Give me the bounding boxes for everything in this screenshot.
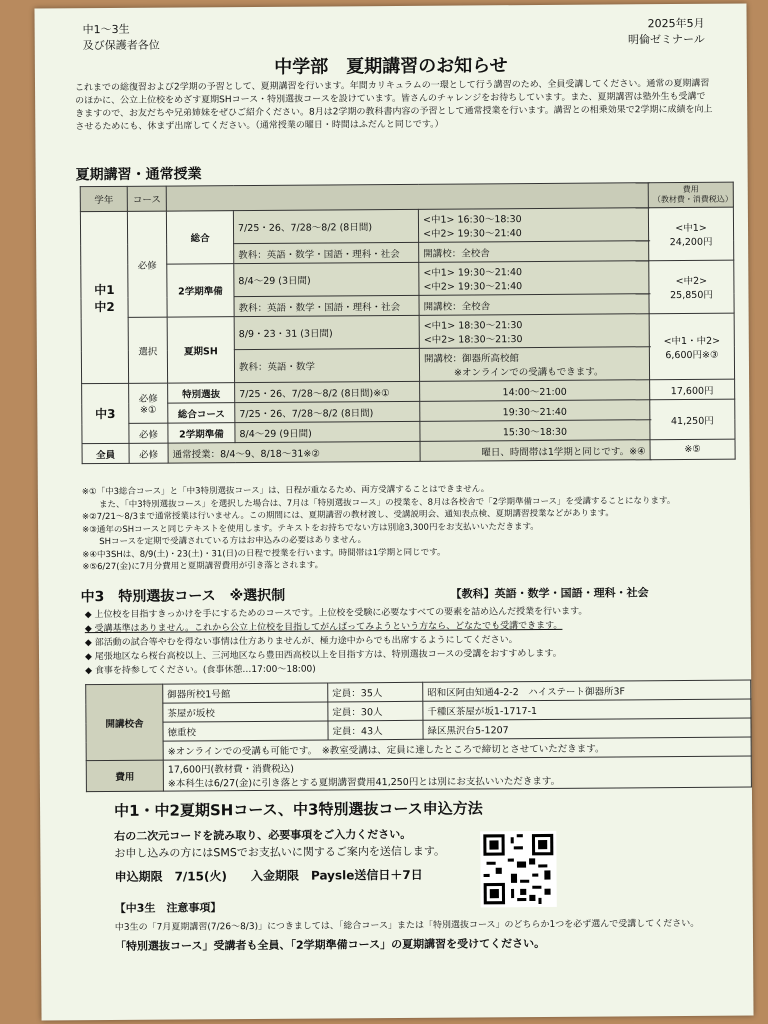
course-2nd-term: 2学期準備 [167,264,234,317]
section-heading: 中3 特別選抜コース ※選択制 [80,587,286,606]
fee-cell: <中1・中2> 6,600円※③ [649,313,734,380]
date-cell: 8/4～29 (9日間) [235,421,420,442]
course-sougou-3: 総合コース [168,403,235,423]
required: 必修 [129,443,168,463]
course-2nd-term-3: 2学期準備 [168,423,235,443]
recipient-line: 中1～3生 [82,22,130,37]
caution-emphasis: 「特別選抜コース」受講者も全員、「2学期準備コース」の夏期講習を受けてください。 [114,936,546,953]
apply-line: お申し込みの方にはSMSでお支払いに関するご案内を送信します。 [114,844,445,860]
th-grade: 学年 [80,186,127,211]
time-cell: 14:00～21:00 [420,380,650,402]
recipient-line: 及び保護者各位 [82,38,160,53]
footnote: ※③通年のSHコースと同じテキストを使用します。テキストをお持ちでない方は別途3,300円をお支払いいただきます。 [82,521,539,535]
organization: 明倫ゼミナール [627,32,705,47]
section-heading: 夏期講習・通常授業 [75,166,202,184]
section-heading: 中1・中2夏期SHコース、中3特別選抜コース申込方法 [114,799,483,820]
time-cell: <中1> 19:30～21:40 <中2> 19:30～21:40 [419,261,649,296]
time-cell: 19:30～21:40 [420,400,650,422]
time-cell: <中1> 16:30～18:30 <中2> 19:30～21:40 [418,208,648,243]
required: 必修 [129,423,168,443]
footnote: また、「中3特別選抜コース」を選択した場合は、7月は「特別選抜コース」の授業を、8月は各校舎で「2学期準備コース」を受講することになります。 [81,495,676,510]
th-fee: 費用 （教材費・消費税込） [648,182,733,208]
required-note: 必修 ※① [129,383,168,423]
apply-line: 右の二次元コードを読み取り、必要事項をご入力ください。 [114,827,412,843]
th-course: コース [127,186,166,211]
sender [628,16,705,49]
time-cell: <中1> 18:30～21:30 <中2> 18:30～21:30 [419,314,649,349]
footnotes [82,482,721,574]
address: 緑区黒沢台5-1207 [423,718,751,739]
date-cell: 7/25・26、7/28～8/2 (8日間) [233,209,418,243]
bullet-item: ◆ 部活動の試合等やむを得ない事情は仕方ありませんが、極力途中からでも出席するようにしてください。 [84,635,518,649]
date-cell: 7/25・26、7/28～8/2 (8日間)※① [235,381,420,402]
grade-all: 全員 [82,443,129,463]
deadline: 申込期限 7/15(火) 入金期限 Paysle送信日＋7日 [114,867,423,884]
page-title: 中学部 夏期講習のお知らせ [274,55,508,78]
date-cell: 7/25・26、7/28～8/2 (8日間) [235,401,420,422]
qr-code-icon[interactable] [480,831,557,908]
apply-instructions [114,826,445,862]
time-cell: 15:30～18:30 [420,420,650,442]
bullet-item: ◆ 上位校を目指すきっかけを手にするためのコースです。上位校を受験に必要なすべての要素を詰め込んだ授業を行います。 [84,606,588,621]
fee-cell: 17,600円 [650,379,735,400]
venue-name: 徳重校 [163,721,328,741]
course-sh: 夏期SH [167,317,234,383]
capacity: 定員：43人 [328,720,423,740]
subjects-label: 【教科】英語・数学・国語・理科・社会 [450,586,649,601]
flyer-page [34,4,753,1021]
venue-label: 開講校舎 [86,684,164,761]
subject-cell: 教科：英語・数学 [234,348,419,382]
regular-class-cell: 通常授業：8/4～9、8/18～31※② [168,441,420,463]
place-cell: 開講校：全校舎 [419,294,649,316]
caution-body: 中3生の「7月夏期講習(7/26～8/3)」につきましては、「総合コース」または「特別選抜コース」のどちらか1つを必ず選んで受講してください。 [114,918,700,933]
bullet-list [85,604,721,678]
date-cell: 8/9・23・31 (3日間) [234,315,419,349]
recipient [83,22,160,55]
intro-text: これまでの総復習および2学期の予習として、夏期講習を行います。年間カリキュラムの一環として行う講習のため、全員受講してください。通常の夏期講習のほかに、公立上位校をめざす夏期SHコース・特別選抜コースを設けています。皆さんのチャレンジをお待ちしています。また、夏期講習は塾外生も受講できますので、お友だちや兄弟姉妹をぜひご紹介ください。8月は2学期の教科書内容の予習として通常授業を行います。講習との相乗効果で2学期に成績を向上させるためにも、休まず出席してください。（通常授業の曜日・時間はふだんと同じです。） [74,78,713,133]
address: 昭和区阿由知通4-2-2 ハイステート御器所3F [423,680,751,701]
footnote: ※⑤6/27(金)に7月分費用と夏期講習費用が引き落とされます。 [82,560,324,573]
capacity: 定員：30人 [328,701,423,721]
fee-cell: ※⑤ [650,439,735,460]
special-course-table [85,680,752,793]
regular-note-cell: 曜日、時間帯は1学期と同じです。※④ [420,440,650,462]
bullet-item: ◆ 受講基準はありません。これから公立上位校を目指してがんばってみようという方なら、どなたでも受講できます。 [84,620,563,635]
elective: 選択 [128,317,167,383]
footnote: ※②7/21～8/3まで通常授業は行いません。この期間には、夏期講習の教材渡し、受講説明会、通知表点検、夏期講習授業などがあります。 [81,508,614,523]
venue-name: 茶屋が坂校 [163,702,328,722]
place-cell: 開講校：御器所高校館 ※オンラインでの受講もできます。 [419,347,649,382]
footnote: SHコースを定期で受講されている方はお申込みの必要はありません。 [82,535,367,548]
caution-title: 【中3生 注意事項】 [114,901,222,915]
grade-12: 中1 中2 [80,211,128,383]
issue-date: 2025年5月 [647,16,705,31]
venue-name: 御器所校1号館 [163,683,328,703]
fee-cell: <中2> 25,850円 [649,260,734,314]
online-note: ※オンラインでの受講も可能です。 ※教室受講は、定員に達したところで締切とさせていただきます。 [163,737,751,760]
fee-cell: <中1> 24,200円 [648,207,733,261]
required: 必修 [127,211,167,317]
fee-label: 費用 [86,760,163,792]
subject-cell: 教科：英語・数学・国語・理科・社会 [234,295,419,316]
course-sougou: 総合 [166,211,233,264]
bullet-item: ◆ 食事を持参してください。(食事休憩…17:00～18:00) [85,664,316,677]
th-blank [166,183,648,211]
grade-3: 中3 [82,383,129,443]
capacity: 定員：35人 [328,682,423,702]
address: 千種区茶屋が坂1-1717-1 [423,699,751,720]
fee-cell: 41,250円 [650,399,735,440]
course-tokusen: 特別選抜 [168,383,235,403]
fee-detail: 17,600円(教材費・消費税込) ※本科生は6/27(金)に引き落とする夏期講習費用41,250円とは別にお支払いいただきます。 [163,756,751,791]
bullet-item: ◆ 尾張地区なら桜台高校以上、三河地区なら豊田西高校以上を目指す方は、特別選抜コースの受講をおすすめします。 [84,648,562,663]
schedule-table [80,182,736,465]
subject-cell: 教科：英語・数学・国語・理科・社会 [234,242,419,263]
footnote: ※①「中3総合コース」と「中3特別選抜コース」は、日程が重なるため、両方受講することはできません。 [81,484,490,498]
place-cell: 開講校：全校舎 [419,241,649,263]
date-cell: 8/4～29 (3日間) [234,262,419,296]
footnote: ※④中3SHは、8/9(土)・23(土)・31(日)の日程で授業を行います。時間帯は1学期と同じです。 [82,547,446,560]
